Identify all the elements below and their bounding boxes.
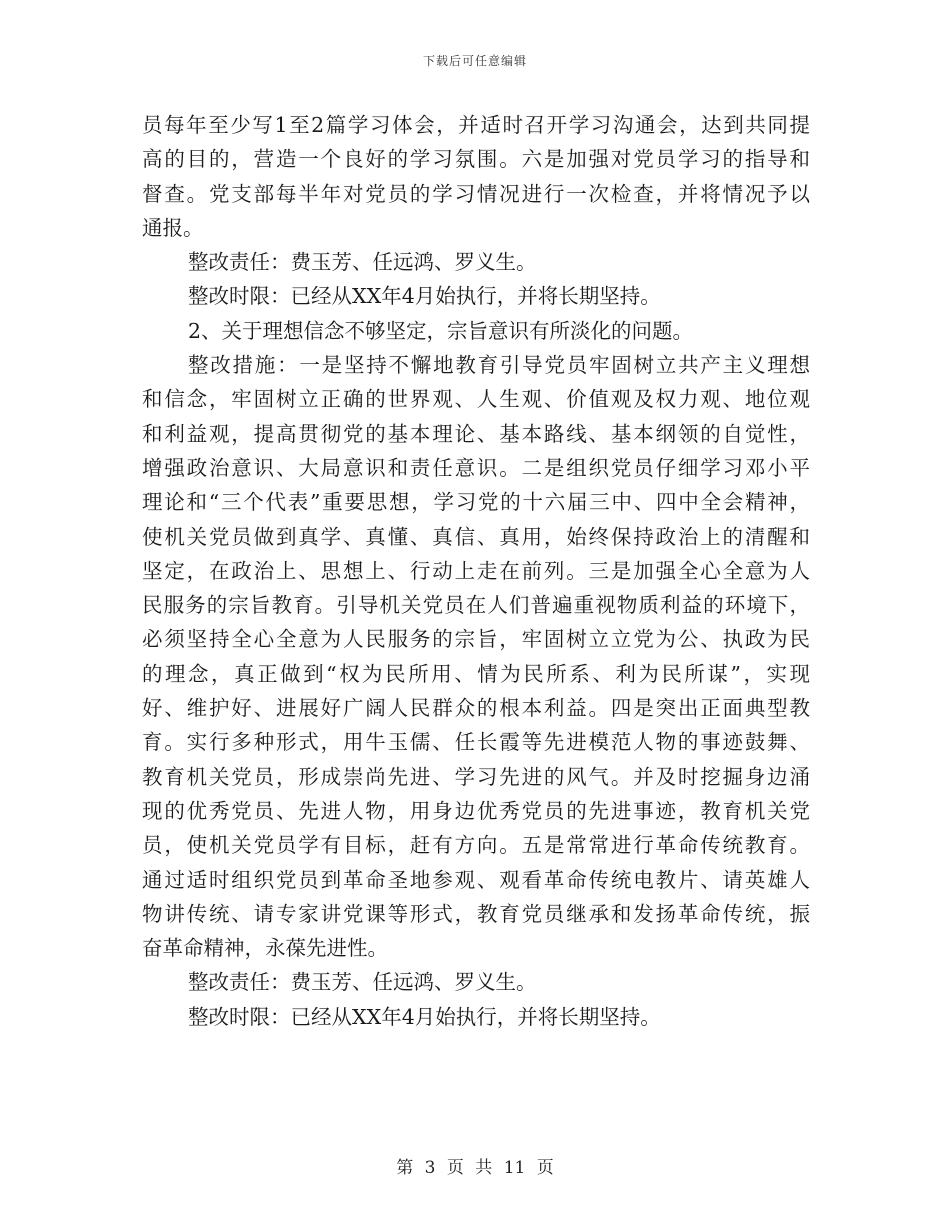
text-line: 督查。党支部每半年对党员的学习情况进行一次检查，并将情况予以: [142, 181, 810, 206]
deadline-line: 整改时限：已经从XX年4月始执行，并将长期坚持。: [188, 1004, 661, 1029]
text-line: 理论和“三个代表”重要思想，学习党的十六届三中、四中全会精神，: [142, 490, 810, 515]
text-line: 的理念，真正做到“权为民所用、情为民所系、利为民所谋”，实现: [142, 661, 810, 686]
text-line: 教育机关党员，形成崇尚先进、学习先进的风气。并及时挖掘身边涌: [142, 764, 810, 789]
text-line: 奋革命精神，永葆先进性。: [142, 936, 388, 961]
text-line: 使机关党员做到真学、真懂、真信、真用，始终保持政治上的清醒和: [142, 524, 810, 549]
text-line: 物讲传统、请专家讲党课等形式，教育党员继承和发扬革命传统，振: [142, 901, 810, 926]
text-line: 坚定，在政治上、思想上、行动上走在前列。三是加强全心全意为人: [142, 558, 810, 583]
text-line: 增强政治意识、大局意识和责任意识。二是组织党员仔细学习邓小平: [142, 455, 810, 480]
text-line: 员每年至少写1至2篇学习体会，并适时召开学习沟通会，达到共同提: [142, 113, 810, 137]
document-body: [142, 108, 810, 1034]
responsibility-line: 整改责任：费玉芳、任远鸿、罗义生。: [188, 250, 537, 275]
text-line: 高的目的，营造一个良好的学习氛围。六是加强对党员学习的指导和: [142, 147, 810, 172]
text-line: 必须坚持全心全意为人民服务的宗旨，牢固树立立党为公、执政为民: [142, 627, 810, 652]
text-line: 员，使机关党员学有目标，赶有方向。五是常常进行革命传统教育。: [142, 833, 810, 858]
section-heading: 2、关于理想信念不够坚定，宗旨意识有所淡化的问题。: [188, 318, 694, 343]
deadline-line: 整改时限：已经从XX年4月始执行，并将长期坚持。: [188, 284, 661, 309]
text-line: 通过适时组织党员到革命圣地参观、观看革命传统电教片、请英雄人: [142, 867, 810, 892]
text-line: 育。实行多种形式，用牛玉儒、任长霞等先进模范人物的事迹鼓舞、: [142, 730, 810, 755]
text-line: 整改措施：一是坚持不懈地教育引导党员牢固树立共产主义理想: [188, 353, 810, 378]
text-line: 和利益观，提高贯彻党的基本理论、基本路线、基本纲领的自觉性，: [142, 421, 810, 446]
text-line: 现的优秀党员、先进人物，用身边优秀党员的先进事迹，教育机关党: [142, 798, 810, 823]
page-header: 下载后可任意编辑: [422, 54, 527, 68]
responsibility-line: 整改责任：费玉芳、任远鸿、罗义生。: [188, 970, 537, 995]
page-number-footer: 第 3 页 共 11 页: [396, 1158, 554, 1178]
text-line: 好、维护好、进展好广阔人民群众的根本利益。四是突出正面典型教: [142, 696, 810, 721]
text-line: 和信念，牢固树立正确的世界观、人生观、价值观及权力观、地位观: [142, 387, 810, 412]
text-line: 民服务的宗旨教育。引导机关党员在人们普遍重视物质利益的环境下，: [142, 593, 810, 618]
text-line: 通报。: [142, 215, 204, 240]
